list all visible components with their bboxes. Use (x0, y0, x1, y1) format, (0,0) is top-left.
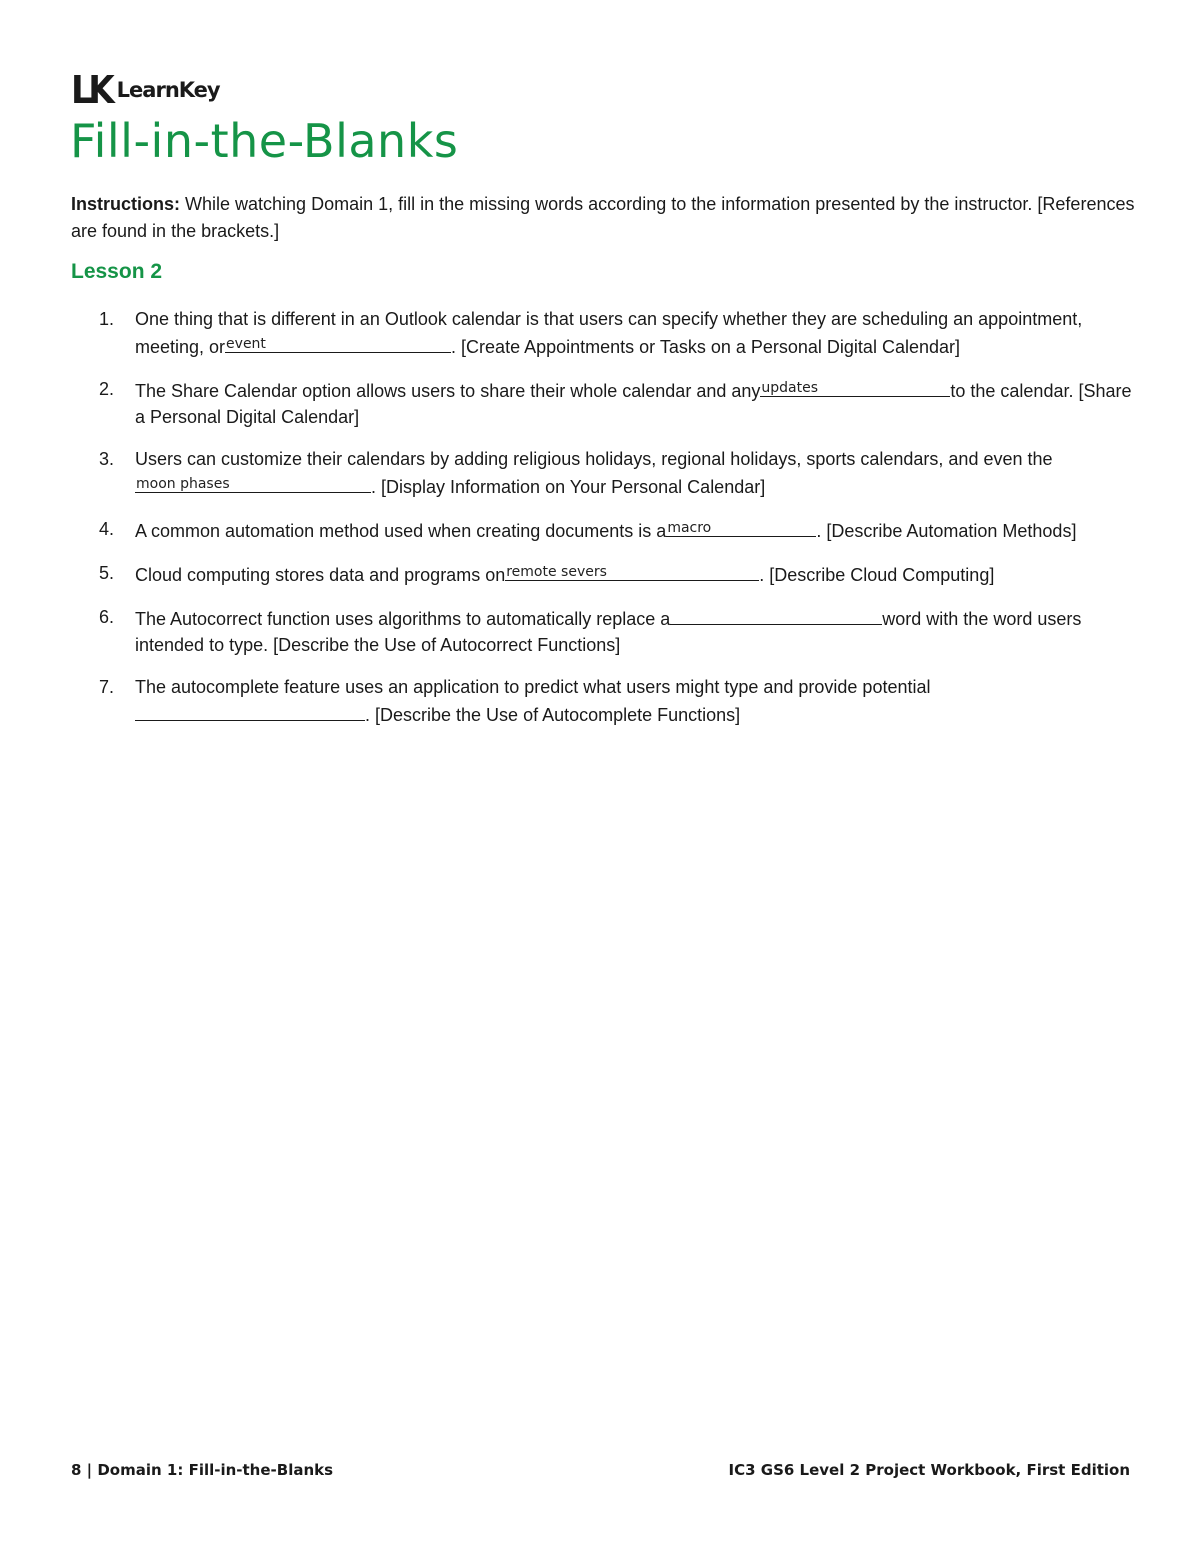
question-text-after: . [Describe Cloud Computing] (759, 565, 995, 585)
answer-text: updates (761, 380, 818, 396)
question-number: 6. (99, 607, 115, 627)
question-number: 3. (99, 449, 115, 469)
question-text-after: . [Describe the Use of Autocomplete Functions] (365, 705, 741, 725)
question-text-before: A common automation method used when creating documents is a (135, 521, 667, 541)
footer-page-info: 8 | Domain 1: Fill-in-the-Blanks (71, 1461, 334, 1479)
learnkey-logo (71, 68, 220, 112)
question-4 (0, 516, 1140, 544)
logo-text: LearnKey (116, 78, 220, 102)
answer-blank[interactable] (135, 700, 365, 721)
answer-blank[interactable] (225, 332, 451, 353)
question-text-after: . [Display Information on Your Personal Calendar] (371, 477, 766, 497)
question-7 (0, 674, 1140, 728)
instructions (71, 191, 1141, 245)
question-text-after: to the calendar. [Share a Personal Digital Calendar] (135, 381, 1132, 427)
answer-blank[interactable] (670, 604, 882, 625)
question-number: 5. (99, 563, 115, 583)
question-3 (0, 446, 1140, 500)
answer-text: moon phases (136, 476, 230, 492)
logo-mark: LK (71, 68, 111, 112)
question-5 (0, 560, 1140, 588)
answer-blank[interactable] (135, 472, 371, 493)
page-title: Fill-in-the-Blanks (70, 114, 459, 168)
question-list (0, 306, 1200, 744)
question-text-before: The autocomplete feature uses an application to predict what users might type and provide potential (135, 677, 931, 697)
answer-text: macro (667, 520, 712, 536)
question-text-before: Users can customize their calendars by adding religious holidays, regional holidays, sports calendars, and even the (135, 449, 1053, 469)
question-text-after: . [Describe Automation Methods] (816, 521, 1077, 541)
question-text-before: The Autocorrect function uses algorithms to automatically replace a (135, 609, 671, 629)
question-text-after: word with the word users intended to type. [Describe the Use of Autocorrect Functions] (135, 609, 1082, 655)
question-text-before: The Share Calendar option allows users to share their whole calendar and any (135, 381, 761, 401)
lesson-heading: Lesson 2 (71, 260, 163, 283)
question-number: 4. (99, 519, 115, 539)
instructions-label: Instructions: (71, 194, 181, 214)
instructions-text: While watching Domain 1, fill in the missing words according to the information presented by the instructor. [References are found in the brackets.] (71, 194, 1135, 241)
question-6 (0, 604, 1140, 658)
question-number: 1. (99, 309, 115, 329)
footer-book-title: IC3 GS6 Level 2 Project Workbook, First Edition (728, 1461, 1130, 1479)
answer-blank[interactable] (760, 376, 950, 397)
question-text-after: . [Create Appointments or Tasks on a Personal Digital Calendar] (451, 337, 960, 357)
answer-text: event (226, 336, 266, 352)
question-number: 7. (99, 677, 115, 697)
question-1 (0, 306, 1140, 360)
question-2 (0, 376, 1140, 430)
question-number: 2. (99, 379, 115, 399)
answer-blank[interactable] (666, 516, 816, 537)
answer-blank[interactable] (505, 560, 759, 581)
question-text-before: One thing that is different in an Outlook calendar is that users can specify whether they are scheduling an appointment, meeting, or (135, 309, 1083, 357)
question-text-before: Cloud computing stores data and programs on (135, 565, 506, 585)
answer-text: remote severs (506, 564, 607, 580)
